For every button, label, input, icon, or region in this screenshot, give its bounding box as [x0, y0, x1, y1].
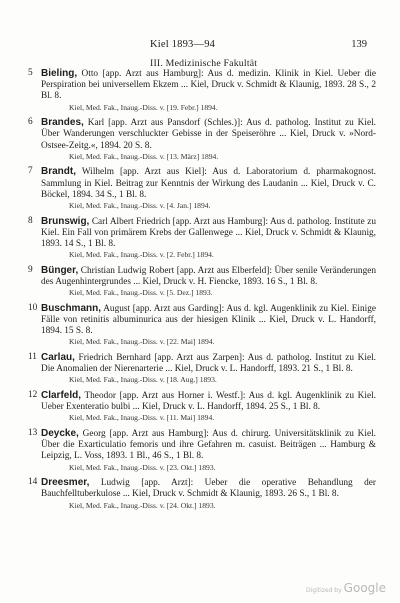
entry-text — [41, 265, 376, 288]
entry-description: Wilhelm [app. Arzt aus Kiel]: Aus d. Laboratorium d. pharmakognost. Sammlung in Kiel. Beitrag zur Kenntnis der Wirkung des Laudanin ... Kiel, Druck v. C. Böckel, 1894. 34 S., 1 Bl. 8. — [41, 167, 376, 200]
entry-description: Carl Albert Friedrich [app. Arzt aus Hamburg]: Aus d. patholog. Institute zu Kiel. Ein Fall von primärem Krebs der Gallenwege ... Kiel, Druck v. Schmidt & Klaunig, 1893. 14 S., 1 Bl. 8. — [41, 216, 376, 250]
list-item — [28, 428, 376, 473]
entry-text — [41, 166, 376, 201]
section-title: III. Medizinische Fakultät — [150, 58, 258, 69]
page-number: 139 — [351, 39, 367, 50]
list-item — [28, 352, 376, 385]
entry-number: 7 — [28, 166, 33, 177]
entry-description: Ludwig [app. Arzt]: Ueber die operative Behandlung der Bauchfelltuberkulose ... Kiel, Druck v. Schmidt & Klaunig, 1893. 26 S., 1 Bl. 8. — [41, 478, 376, 500]
entry-author: Bieling, — [41, 68, 78, 79]
list-item — [28, 68, 376, 113]
entry-note: Kiel, Med. Fak., Inaug.-Diss. v. [5. Dez.] 1893. — [69, 288, 213, 298]
entry-note: Kiel, Med. Fak., Inaug.-Diss. v. [13. März] 1894. — [69, 151, 219, 161]
entry-text — [41, 117, 376, 152]
entry-note: Kiel, Med. Fak., Inaug.-Diss. v. [24. Okt.] 1893. — [69, 500, 216, 510]
entry-author: Brandt, — [41, 166, 76, 178]
entry-author: Buschmann, — [41, 302, 102, 314]
entry-note: Kiel, Med. Fak., Inaug.-Diss. v. [22. Mai] 1894. — [69, 337, 215, 347]
entry-number: 14 — [28, 477, 38, 488]
entry-note: Kiel, Med. Fak., Inaug.-Diss. v. [18. Aug.] 1893. — [69, 375, 217, 385]
entry-text — [41, 428, 376, 463]
entry-description: Otto [app. Arzt aus Hamburg]: Aus d. medizin. Klinik in Kiel. Ueber die Perspiration bei universellem Ekzem ... Kiel, Druck v. Schmidt & Klaunig, 1893. 28 S., 2 Bl. 8. — [41, 69, 377, 102]
entry-description: Georg [app. Arzt aus Hamburg]: Aus d. chirurg. Universitätsklinik zu Kiel. Über die Exarticulatio femoris und ihre Gefahren m. casuist. Beiträgen ... Hamburg & Leipzig, L. Voss, 1893. 1 Bl., 46 S., 1 Bl. 8. — [41, 429, 376, 462]
entry-text — [41, 477, 376, 500]
entry-author: Brandes, — [41, 117, 84, 129]
entry-description: August [app. Arzt aus Garding]: Aus d. kgl. Augenklinik zu Kiel. Einige Fälle von retinitis albuminurica aus der hiesigen Klinik ... Kiel, Druck v. L. Handorff, 1894. 15 S. 8. — [41, 303, 377, 337]
entry-author: Deycke, — [41, 428, 79, 440]
entry-author: Clarfeld, — [41, 390, 82, 402]
entry-description: Theodor [app. Arzt aus Horner i. Westf.]: Aus d. kgl. Augenklinik zu Kiel. Ueber Exenteratio bulbi ... Kiel, Druck v. L. Handorff, 1894. 25 S., 1 Bl. 8. — [41, 391, 377, 413]
entry-description: Friedrich Bernhard [app. Arzt aus Zarpen]: Aus d. patholog. Institut zu Kiel. Die Anomalien der Nierenarterie ... Kiel, Druck v. L. Handorff, 1893. 21 S., 1 Bl. 8. — [41, 353, 376, 375]
entry-text — [41, 303, 376, 338]
entry-description: Karl [app. Arzt aus Pansdorf (Schles.)]: Aus d. patholog. Institut zu Kiel. Über Wanderungen verschluckter Gebisse in der Speiseröhre ... Kiel, Druck v. »Nord-Ostsee-Zeitg.«, 1894. 20 S. 8. — [41, 118, 376, 151]
entry-text — [41, 390, 376, 413]
google-watermark — [306, 581, 386, 595]
entry-number: 9 — [28, 264, 33, 275]
entry-number: 8 — [28, 215, 33, 226]
list-item — [28, 477, 376, 510]
list-item — [28, 117, 376, 162]
running-head: Kiel 1893—94 — [150, 39, 216, 50]
entry-text — [41, 68, 376, 103]
entry-author: Bünger, — [41, 264, 79, 276]
list-item — [28, 303, 376, 348]
entry-number: 11 — [28, 352, 37, 363]
list-item — [28, 166, 376, 211]
entry-number: 12 — [28, 390, 38, 401]
entry-note: Kiel, Med. Fak., Inaug.-Diss. v. [4. Jan.] 1894. — [69, 201, 211, 211]
entry-list — [28, 68, 376, 515]
entry-text — [41, 352, 376, 375]
list-item — [28, 216, 376, 261]
list-item — [28, 390, 376, 423]
list-item — [28, 265, 376, 298]
entry-number: 10 — [28, 302, 38, 313]
entry-author: Brunswig, — [41, 215, 90, 227]
entry-text — [41, 216, 376, 251]
entry-author: Carlau, — [41, 352, 75, 364]
entry-number: 6 — [28, 117, 33, 128]
entry-number: 5 — [28, 68, 33, 78]
google-logo: Google — [343, 581, 386, 595]
entry-note: Kiel, Med. Fak., Inaug.-Diss. v. [11. Mai] 1894. — [69, 413, 215, 423]
entry-note: Kiel, Med. Fak., Inaug.-Diss. v. [23. Okt.] 1893. — [69, 462, 216, 472]
entry-note: Kiel, Med. Fak., Inaug.-Diss. v. [19. Febr.] 1894. — [69, 102, 218, 112]
entry-description: Christian Ludwig Robert [app. Arzt aus Elberfeld]: Über senile Veränderungen des Augenhintergrundes ... Kiel, Druck v. H. Fiencke, 1893. 16 S., 1 Bl. 8. — [41, 265, 376, 288]
entry-note: Kiel, Med. Fak., Inaug.-Diss. v. [2. Febr.] 1894. — [69, 250, 214, 260]
entry-number: 13 — [28, 428, 38, 439]
watermark-caption: Digitized by — [305, 587, 342, 594]
entry-author: Dreesmer, — [41, 477, 90, 489]
